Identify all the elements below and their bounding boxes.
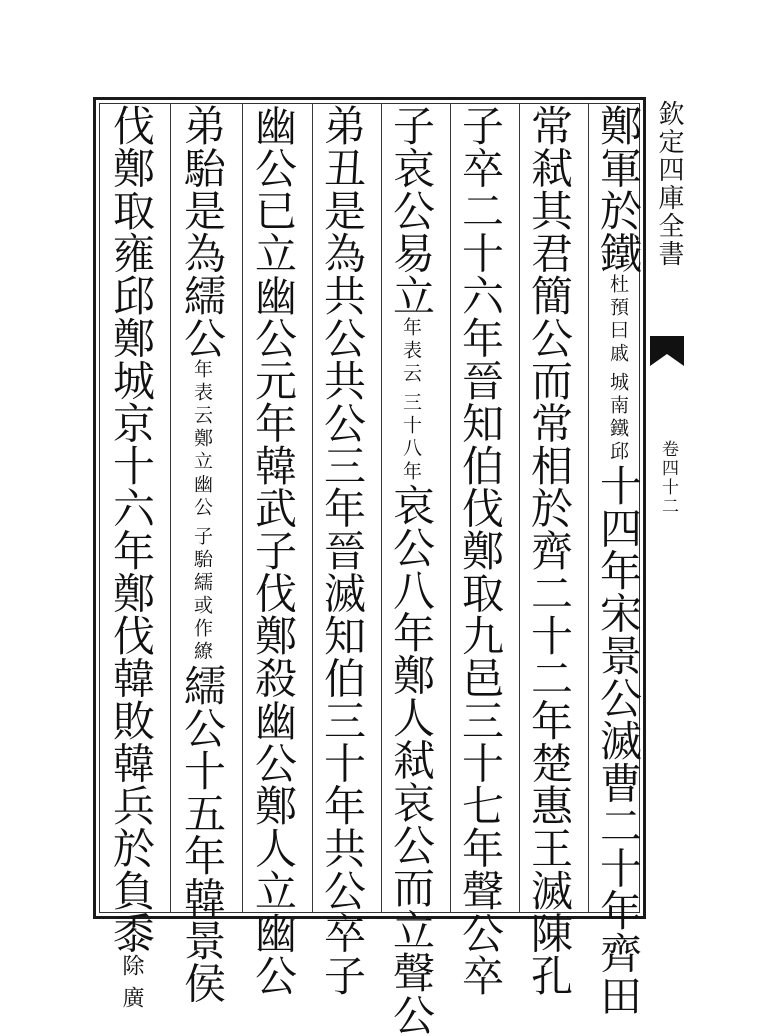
book-title: 欽定四庫全書 (651, 100, 688, 268)
note-left: 廣 (120, 986, 142, 1012)
column-text: 伐鄭取雍邱鄭城京十六年鄭伐韓敗韓兵於負黍 (107, 104, 156, 954)
text-column-7 (181, 104, 223, 1004)
text-column-3 (459, 104, 501, 997)
note-right: 年表云鄭立幽公 (192, 359, 211, 520)
column-text: 子卒二十六年晉知伯伐鄭取九邑三十七年聲公卒 (456, 104, 505, 997)
note-right: 年表云 (401, 317, 420, 386)
fishtail-mark (650, 336, 684, 366)
column-text: 鄭軍於鐵 (594, 104, 643, 274)
text-column-8 (110, 104, 152, 1012)
column-rule (381, 103, 382, 913)
column-rule (588, 103, 589, 913)
column-text: 幽公已立幽公元年韓武子伐鄭殺幽公鄭人立幽公 (249, 104, 298, 997)
text-column-5 (321, 104, 363, 997)
note-left: 三十八年 (401, 392, 420, 484)
interlinear-note (401, 317, 420, 484)
interlinear-note (192, 359, 211, 664)
column-text: 常弒其君簡公而常相於齊二十二年楚惠王滅陳孔 (525, 104, 574, 997)
column-text: 弟丑是為共公共公三年晉滅知伯三十年共公卒子 (318, 104, 367, 997)
column-text: 哀公八年鄭人弒哀公而立聲公 (387, 484, 436, 1036)
note-right: 除 (120, 954, 142, 980)
column-rule (450, 103, 451, 913)
column-text: 繻公十五年韓景侯 (178, 664, 227, 1004)
column-rule (519, 103, 520, 913)
column-rule (312, 103, 313, 913)
note-left: 子駘繻或作繚 (192, 526, 211, 664)
text-column-6 (252, 104, 294, 997)
column-text: 十四年宋景公滅曹二十年齊田 (594, 464, 643, 1017)
column-rule (242, 103, 243, 913)
interlinear-note (608, 274, 627, 464)
interlinear-note (120, 954, 142, 1012)
text-column-1 (597, 104, 639, 1017)
text-column-4 (390, 104, 432, 1036)
note-right: 杜預曰戚 (608, 274, 627, 366)
column-rule (170, 103, 171, 913)
column-text: 弟駘是為繻公 (178, 104, 227, 359)
note-left: 城南鐵邱 (608, 372, 627, 464)
juan-number: 卷四十二 (656, 440, 681, 516)
text-column-2 (528, 104, 570, 997)
column-text: 子哀公易立 (387, 104, 436, 317)
